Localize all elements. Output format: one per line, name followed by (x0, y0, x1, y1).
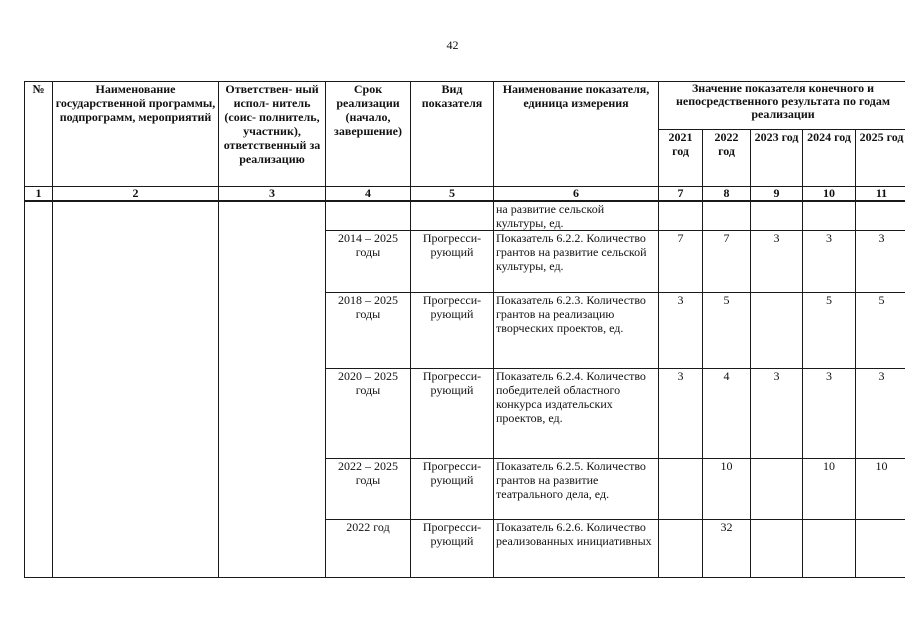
value-cell: 3 (659, 293, 703, 369)
value-cell: 10 (803, 459, 856, 520)
header-kind: Вид показателя (411, 82, 494, 187)
indicator-cell: Показатель 6.2.5. Количество грантов на развитие театрального дела, ед. (494, 459, 659, 520)
value-cell (856, 201, 905, 231)
indicator-cell: Показатель 6.2.2. Количество грантов на развитие сельской культуры, ед. (494, 231, 659, 293)
value-cell: 3 (751, 231, 803, 293)
value-cell: 7 (659, 231, 703, 293)
kind-cell: Прогресси- рующий (411, 293, 494, 369)
value-cell: 4 (703, 369, 751, 459)
table-row (25, 201, 905, 231)
value-cell: 3 (803, 369, 856, 459)
value-cell (856, 520, 905, 578)
column-number: 1 (25, 187, 53, 202)
value-cell: 3 (803, 231, 856, 293)
term-cell: 2014 – 2025 годы (326, 231, 411, 293)
header-year-2022: 2022 год (703, 130, 751, 187)
value-cell (751, 293, 803, 369)
indicators-table (24, 81, 905, 578)
header-values-group: Значение показателя конечного и непосредственного результата по годам реализации (659, 82, 905, 130)
value-cell (659, 520, 703, 578)
column-number: 9 (751, 187, 803, 202)
column-number: 8 (703, 187, 751, 202)
column-number: 11 (856, 187, 905, 202)
column-number: 4 (326, 187, 411, 202)
value-cell: 10 (703, 459, 751, 520)
header-year-2021: 2021 год (659, 130, 703, 187)
header-num: № (25, 82, 53, 187)
term-cell (326, 201, 411, 231)
term-cell: 2018 – 2025 годы (326, 293, 411, 369)
page-number: 42 (446, 38, 459, 52)
value-cell (803, 201, 856, 231)
indicator-cell: Показатель 6.2.6. Количество реализованных инициативных (494, 520, 659, 578)
indicator-cell: Показатель 6.2.4. Количество победителей областного конкурса издательских проектов, ед. (494, 369, 659, 459)
value-cell: 3 (856, 231, 905, 293)
column-number: 6 (494, 187, 659, 202)
value-cell: 32 (703, 520, 751, 578)
header-term: Срок реализации (начало, завершение) (326, 82, 411, 187)
header-year-2025: 2025 год (856, 130, 905, 187)
value-cell: 7 (703, 231, 751, 293)
indicator-cell: Показатель 6.2.3. Количество грантов на реализацию творческих проектов, ед. (494, 293, 659, 369)
kind-cell: Прогресси- рующий (411, 520, 494, 578)
value-cell (659, 201, 703, 231)
header-year-2023: 2023 год (751, 130, 803, 187)
value-cell: 5 (703, 293, 751, 369)
column-number: 5 (411, 187, 494, 202)
kind-cell: Прогресси- рующий (411, 459, 494, 520)
value-cell: 3 (856, 369, 905, 459)
num-cell (25, 201, 53, 578)
term-cell: 2022 год (326, 520, 411, 578)
column-number: 2 (53, 187, 219, 202)
header-executor: Ответствен- ный испол- нитель (соис- полнитель, участник), ответственный за реализацию (219, 82, 326, 187)
value-cell: 3 (659, 369, 703, 459)
header-year-2024: 2024 год (803, 130, 856, 187)
value-cell: 10 (856, 459, 905, 520)
value-cell (751, 459, 803, 520)
value-cell (703, 201, 751, 231)
value-cell (659, 459, 703, 520)
executor-cell (219, 201, 326, 578)
indicator-cell: на развитие сельской культуры, ед. (494, 201, 659, 231)
column-number: 7 (659, 187, 703, 202)
term-cell: 2020 – 2025 годы (326, 369, 411, 459)
kind-cell (411, 201, 494, 231)
value-cell (803, 520, 856, 578)
value-cell: 5 (856, 293, 905, 369)
column-number: 10 (803, 187, 856, 202)
header-indicator: Наименование показателя, единица измерения (494, 82, 659, 187)
value-cell: 3 (751, 369, 803, 459)
value-cell (751, 201, 803, 231)
term-cell: 2022 – 2025 годы (326, 459, 411, 520)
kind-cell: Прогресси- рующий (411, 231, 494, 293)
column-number: 3 (219, 187, 326, 202)
value-cell (751, 520, 803, 578)
kind-cell: Прогресси- рующий (411, 369, 494, 459)
header-program: Наименование государственной программы, подпрограмм, мероприятий (53, 82, 219, 187)
value-cell: 5 (803, 293, 856, 369)
program-cell (53, 201, 219, 578)
